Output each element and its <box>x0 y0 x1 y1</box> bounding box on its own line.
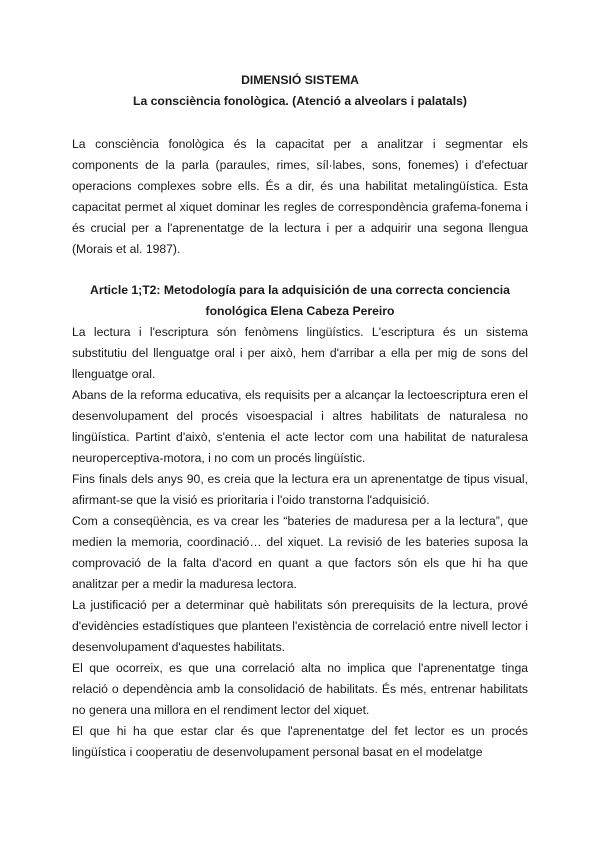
body-paragraph: El que hi ha que estar clar és que l'aprenentatge del fet lector es un procés lingüística i cooperatiu de desenvolupament personal basat en el modelatge <box>72 724 528 759</box>
body-paragraph: Fins finals dels anys 90, es creia que la lectura era un aprenentatge de tipus visual, afirmant-se que la visió es prioritaria i l'oido transtorna l'adquisició. <box>72 472 528 507</box>
intro-paragraph: La consciència fonològica és la capacitat per a analitzar i segmentar els components de la parla (paraules, rimes, síl·labes, sons, fonemes) i d'efectuar operacions complexes sobre ells. És a dir, és una habilitat metalingüística. Esta capacitat permet al xiquet dominar les regles de correspondència grafema-fonema i és crucial per a l'aprenentatge de la lectura i per a adquirir una segona llengua (Morais et al. 1987). <box>72 137 528 256</box>
heading-block <box>72 70 528 112</box>
document-heading: DIMENSIÓ SISTEMA <box>241 73 359 87</box>
body-paragraph: La justificació per a determinar què habilitats són prerequisits de la lectura, prové d'evidències estadístiques que planteen l'existència de correlació entre nivell lector i desenvolupament d'aquestes habilitats. <box>72 598 528 654</box>
body-paragraph: Com a conseqüència, es va crear les “bateries de maduresa per a la lectura”, que medien la memoria, coordinació… del xiquet. La revisió de les bateries suposa la comprovació de la falta d'acord en quant a que factors són els que hi ha que analitzar per a medir la maduresa lectora. <box>72 514 528 591</box>
body-paragraph: Abans de la reforma educativa, els requisits per a alcançar la lectoescriptura eren el desenvolupament del procés visoespacial i altres habilitats de naturalesa no lingüística. Partint d'això, s'entenia el acte lector com una habilitat de naturalesa neuroperceptiva-motora, i no com un procés lingüístic. <box>72 388 528 465</box>
document-subheading: La consciència fonològica. (Atenció a alveolars i palatals) <box>133 94 467 108</box>
body-paragraph: La lectura i l'escriptura són fenòmens lingüístics. L'escriptura és un sistema substitutiu del llenguatge oral i per això, hem d'arribar a ella per mig de sons del llenguatge oral. <box>72 325 528 381</box>
article-title: Article 1;T2: Metodología para la adquisición de una correcta conciencia fonológica Elena Cabeza Pereiro <box>90 283 510 318</box>
body-paragraph: El que ocorreix, es que una correlació alta no implica que l'aprenentatge tinga relació o dependència amb la consolidació de habilitats. És més, entrenar habilitats no genera una millora en el rendiment lector del xiquet. <box>72 661 528 717</box>
